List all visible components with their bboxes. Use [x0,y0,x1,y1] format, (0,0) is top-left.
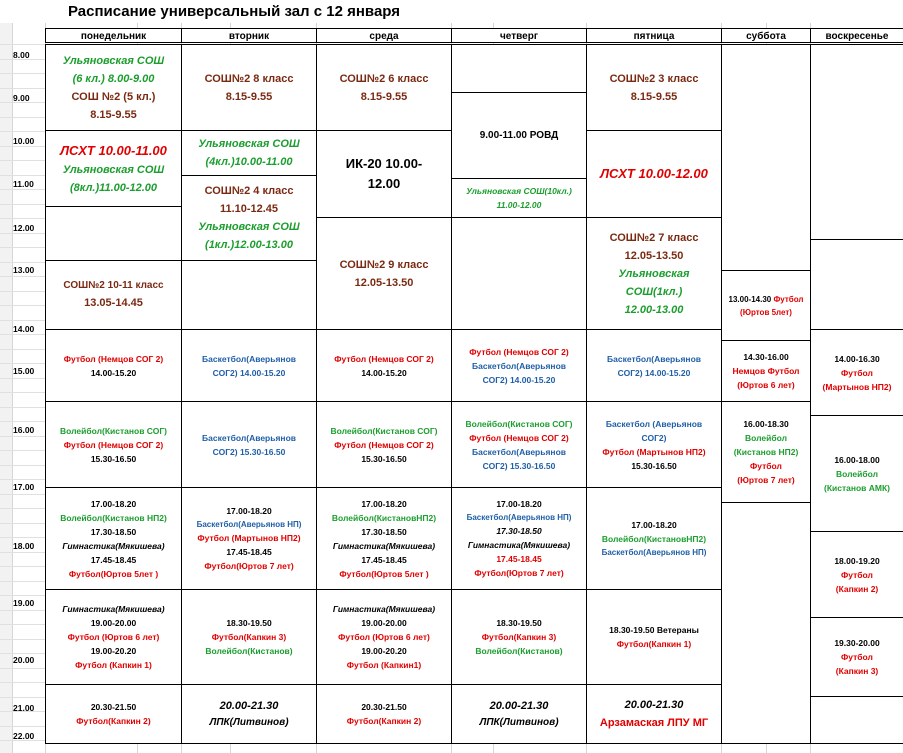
hour-label: 12.00 [13,223,35,233]
day-header-fri: пятница [586,28,722,43]
cell-text-line: 19.30-20.00 [834,638,880,648]
cell-text-line: 14.00-15.20 [90,367,137,378]
schedule-cell-wed[interactable] [316,130,452,218]
schedule-cell-wed[interactable] [316,217,452,330]
cell-text-line: Волейбол(Кистанов) [205,646,293,656]
day-header-sun: воскресенье [810,28,903,43]
cell-text-line: 15.30-16.50 [361,453,407,464]
cell-text-line: Футбол(Капкин 3) [481,632,557,642]
schedule-cell-thu[interactable] [451,684,587,744]
hour-label: 10.00 [13,136,35,146]
cell-text-line: 18.30-19.50 [496,618,542,628]
cell-text-line: Футбол (Юртов 6 лет) [338,632,430,642]
cell-text-line: (Юртов 7 лет) [737,475,795,485]
schedule-cell-sun[interactable] [810,44,903,240]
day-header-tue: вторник [181,28,317,43]
schedule-cell-fri[interactable] [586,487,722,590]
schedule-cell-wed[interactable] [316,329,452,402]
cell-text-line: Ульяновская СОШ(10кл.) [466,186,572,196]
schedule-cell-tue[interactable] [181,260,317,330]
schedule-cell-thu[interactable] [451,329,587,402]
cell-text-line: 11.10-12.45 [219,203,279,215]
cell-text-line: (Капкин 2) [835,583,879,594]
schedule-cell-tue[interactable] [181,401,317,488]
cell-text-line: 19.00-20.00 [90,618,137,628]
cell-text-line: Волейбол(Кистанов НП2) [60,512,167,523]
cell-text-line: 19.00-20.20 [361,646,407,656]
cell-text-line: Баскетбол(Аверьянов [202,432,296,443]
cell-text-line: Футбол(Юртов 7 лет) [204,561,294,571]
schedule-cell-tue[interactable] [181,44,317,131]
cell-text-line: Футбол(Юртов 5лет ) [68,568,159,579]
schedule-cell-mon[interactable] [45,329,182,402]
cell-text-line: ЛСХТ 10.00-11.00 [60,142,167,158]
cell-text-line: Футбол(Капкин 3) [211,632,287,642]
cell-text-line: ЛСХТ 10.00-12.00 [600,166,708,181]
cell-text-line: СОШ№2 7 класс [609,231,699,244]
schedule-cell-mon[interactable] [45,130,182,207]
cell-text-line: 15.30-16.50 [90,453,137,464]
schedule-cell-fri[interactable] [586,401,722,488]
cell-text-line: СОШ №2 (5 кл.) [71,90,156,103]
schedule-cell-mon[interactable] [45,684,182,744]
hour-label: 22.00 [13,731,35,741]
schedule-cell-sat[interactable] [721,340,811,402]
cell-text-line: Гимнастика(Мякишева) [467,540,571,550]
cell-text-line: СОШ№2 10-11 класс [63,280,164,291]
cell-text-line: 17.45-18.45 [90,554,137,565]
cell-text-line: 18.30-19.50 [226,618,272,628]
cell-text-line: Баскетбол(Аверьянов [607,353,701,364]
grid-column-line [12,23,13,753]
cell-text-line: 17.45-18.45 [226,547,272,557]
cell-text-line: Футбол (Капкин1) [346,660,422,670]
schedule-cell-fri[interactable] [586,217,722,330]
hour-label: 18.00 [13,541,35,551]
cell-text-line: Волейбол(Кистанов) [475,646,563,656]
cell-text-line: Немцов Футбол [732,366,800,376]
cell-text-line: Гимнастика(Мякишева) [332,540,436,551]
schedule-cell-wed[interactable] [316,401,452,488]
cell-text-line: (Юртов 6 лет) [737,380,795,390]
cell-text-line: СОГ2) 14.00-15.20 [212,367,286,378]
hour-label: 21.00 [13,703,35,713]
schedule-cell-sat[interactable] [721,502,811,744]
schedule-cell-thu[interactable] [451,401,587,488]
cell-text-line: Волейбол [836,468,878,479]
cell-text-line: 18.30-19.50 Ветераны [609,625,699,635]
cell-text-line: 17.00-18.20 [226,506,272,516]
cell-text-line: Футбол(Юртов 5лет ) [339,568,429,579]
schedule-cell-fri[interactable] [586,589,722,685]
cell-text-line: Ульяновская СОШ [198,221,300,233]
cell-text-line: СОШ№2 4 класс [204,185,294,197]
cell-text-line: Баскетбол(Аверьянов НП) [196,520,302,529]
cell-text-line: (Кистанов АМК) [823,482,890,493]
cell-text-line: (1кл.)12.00-13.00 [205,239,293,251]
cell-text-line [729,293,804,306]
cell-text-line: СОШ№2 8 класс [204,72,294,85]
cell-text-line: Ульяновская [618,267,690,280]
schedule-cell-thu[interactable] [451,178,587,218]
cell-text-line: (8кл.)11.00-12.00 [69,181,158,194]
hour-label: 16.00 [13,425,35,435]
cell-text-line: 8.15-9.55 [630,90,678,103]
cell-text-line: 16.00-18.00 [834,454,880,465]
cell-text-line: СОГ2) 14.00-15.20 [617,367,691,378]
cell-text-line: Футбол (Капкин 1) [75,660,152,670]
hour-label: 8.00 [13,50,30,60]
cell-text-part: 13.00-14.30 [728,294,774,304]
cell-text-line: Ульяновская СОШ [62,54,165,67]
hour-label: 17.00 [13,482,35,492]
cell-text-line: 17.45-18.45 [361,554,407,565]
cell-text-line: 17.00-18.20 [361,498,407,509]
cell-text-line: 17.30-18.50 [496,526,542,536]
cell-text-line: Волейбол(Кистанов СОГ) [465,418,573,429]
cell-text-line: Баскетбол (Аверьянов [605,418,703,429]
cell-text-line: Баскетбол(Аверьянов НП) [601,548,707,557]
cell-text-line: Ульяновская СОШ [198,138,300,150]
schedule-cell-sun[interactable] [810,617,903,697]
cell-text-line: Волейбол(КистановНП2) [331,512,437,523]
schedule-cell-fri[interactable] [586,130,722,218]
cell-text-line: Баскетбол(Аверьянов [472,360,566,371]
schedule-cell-tue[interactable] [181,130,317,176]
cell-text-line: СОГ2) 14.00-15.20 [482,374,556,385]
cell-text-line: 13.05-14.45 [84,297,143,309]
cell-text-line: 14.30-16.00 [743,352,789,362]
cell-text-line: 8.15-9.55 [360,90,408,103]
cell-text-part: Футбол [773,294,804,304]
page-title: Расписание универсальный зал с 12 января [68,3,401,20]
cell-text-line: Футбол(Капкин 1) [616,639,692,649]
cell-text-line: 11.00-12.00 [496,200,542,210]
cell-text-line: 20.00-21.30 [489,700,549,712]
cell-text-line: 12.05-13.50 [354,276,414,289]
cell-text-line: Футбол (Юртов 6 лет) [67,632,160,642]
cell-text-line: 20.00-21.30 [219,700,279,712]
schedule-cell-fri[interactable] [586,329,722,402]
cell-text-line: СОГ2) [641,432,667,443]
cell-text-line: 12.05-13.50 [624,249,684,262]
schedule-cell-wed[interactable] [316,684,452,744]
row-gutter [0,23,12,753]
cell-text-line: (4кл.)10.00-11.00 [205,156,293,168]
cell-text-line: (Капкин 3) [835,666,879,676]
cell-text-line: Футбол [841,652,873,662]
cell-text-line: 17.45-18.45 [496,554,542,564]
cell-text-line: 20.30-21.50 [361,702,407,712]
day-header-mon: понедельник [45,28,182,43]
schedule-cell-tue[interactable] [181,589,317,685]
cell-text-line: Гимнастика(Мякишева) [62,540,165,551]
cell-text-line: Футбол (Немцов СОГ 2) [469,346,569,357]
cell-text-line: Волейбол(КистановНП2) [601,534,707,544]
cell-text-line: 17.00-18.20 [90,498,137,509]
cell-text-line: 9.00-11.00 РОВД [479,129,559,141]
cell-text-line: 14.00-16.30 [834,353,880,364]
cell-text-line: СОШ№2 6 класс [339,72,429,85]
cell-text-line: 17.30-18.50 [90,526,137,537]
schedule-cell-fri[interactable] [586,44,722,131]
cell-text-line: 19.00-20.20 [90,646,137,656]
cell-text-line: 12.00 [367,176,401,191]
cell-text-line: (Юртов 5лет) [740,307,792,317]
hour-label: 19.00 [13,598,35,608]
cell-text-line: Футбол [750,461,782,471]
schedule-cell-thu[interactable] [451,44,587,93]
cell-text-line: (Кистанов НП2) [733,447,799,457]
schedule-cell-thu[interactable] [451,589,587,685]
cell-text-line: 14.00-15.20 [361,367,407,378]
cell-text-line: 20.30-21.50 [90,702,137,712]
cell-text-line: 12.00-13.00 [624,303,684,316]
cell-text-line: Футбол (Мартынов НП2) [197,533,301,543]
schedule-cell-tue[interactable] [181,175,317,261]
schedule-cell-sun[interactable] [810,415,903,532]
cell-text-line: (Мартынов НП2) [822,381,892,392]
cell-text-line: Волейбол(Кистанов СОГ) [60,425,167,436]
schedule-cell-thu[interactable] [451,217,587,330]
schedule-cell-sat[interactable] [721,270,811,341]
cell-text-line: 19.00-20.00 [361,618,407,628]
cell-text-line: Футбол (Немцов СОГ 2) [63,353,164,364]
cell-text-line: ИК-20 10.00- [345,156,423,171]
cell-text-line: Футбол(Капкин 2) [346,716,422,726]
schedule-cell-wed[interactable] [316,487,452,590]
hour-label: 9.00 [13,93,30,103]
schedule-cell-sat[interactable] [721,44,811,271]
schedule-cell-mon[interactable] [45,44,182,131]
cell-text-line: Футбол (Немцов СОГ 2) [334,353,434,364]
cell-text-line: Гимнастика(Мякишева) [62,604,165,614]
schedule-cell-fri[interactable] [586,684,722,744]
cell-text-line: Футбол (Мартынов НП2) [602,446,706,457]
cell-text-line: ЛПК(Литвинов) [479,717,559,728]
schedule-cell-mon[interactable] [45,589,182,685]
schedule-cell-mon[interactable] [45,401,182,488]
cell-text-line: СОШ(1кл.) [625,285,683,298]
day-header-wed: среда [316,28,452,43]
cell-text-line: 17.00-18.20 [496,499,542,509]
cell-text-line: ЛПК(Литвинов) [209,717,289,728]
cell-text-line: 17.00-18.20 [631,520,677,530]
schedule-cell-mon[interactable] [45,260,182,330]
cell-text-line: СОШ№2 9 класс [339,258,429,271]
schedule-cell-sun[interactable] [810,531,903,618]
day-header-thu: четверг [451,28,587,43]
cell-text-line: 18.00-19.20 [834,555,880,566]
cell-text-line: 16.00-18.30 [743,419,789,429]
schedule-cell-sat[interactable] [721,401,811,503]
cell-text-line: 8.15-9.55 [90,108,137,121]
cell-text-line: Баскетбол(Аверьянов [472,446,566,457]
schedule-cell-sun[interactable] [810,239,903,330]
cell-text-line: Футбол (Немцов СОГ 2) [334,439,434,450]
hour-label: 14.00 [13,324,35,334]
cell-text-line: СОШ№2 3 класс [609,72,699,85]
cell-text-line: 8.15-9.55 [225,90,273,103]
schedule-cell-thu[interactable] [451,92,587,179]
cell-text-line: СОГ2) 15.30-16.50 [482,460,556,471]
cell-text-line: Футбол(Юртов 7 лет) [474,568,564,578]
cell-text-line: Футбол(Капкин 2) [76,716,151,726]
schedule-cell-tue[interactable] [181,487,317,590]
schedule-cell-tue[interactable] [181,329,317,402]
cell-text-line: (6 кл.) 8.00-9.00 [72,72,155,85]
hour-label: 11.00 [13,179,34,189]
cell-text-line: Волейбол(Кистанов СОГ) [330,425,438,436]
cell-text-line: 20.00-21.30 [624,699,684,711]
hour-label: 13.00 [13,265,35,275]
schedule-cell-wed[interactable] [316,44,452,131]
cell-text-line: Гимнастика(Мякишева) [332,604,436,614]
schedule-cell-tue[interactable] [181,684,317,744]
cell-text-line: Ульяновская СОШ [62,163,165,176]
schedule-cell-mon[interactable] [45,487,182,590]
hour-label: 20.00 [13,655,35,665]
cell-text-line: Баскетбол(Аверьянов НП) [466,513,572,522]
cell-text-line: Футбол [841,569,873,580]
cell-text-line: Волейбол [745,433,787,443]
hour-label: 15.00 [13,366,35,376]
cell-text-line: Футбол [841,367,873,378]
cell-text-line: Баскетбол(Аверьянов [202,353,296,364]
schedule-cell-sun[interactable] [810,329,903,416]
cell-text-line: Футбол (Немцов СОГ 2) [63,439,164,450]
schedule-cell-sun[interactable] [810,696,903,744]
schedule-cell-thu[interactable] [451,487,587,590]
schedule-cell-mon[interactable] [45,206,182,261]
cell-text-line: Арзамаская ЛПУ МГ [599,717,709,729]
cell-text-line: 17.30-18.50 [361,526,407,537]
cell-text-line: СОГ2) 15.30-16.50 [212,446,286,457]
day-header-sat: суббота [721,28,811,43]
cell-text-line: Футбол (Немцов СОГ 2) [469,432,569,443]
cell-text-line: 15.30-16.50 [631,460,677,471]
schedule-cell-wed[interactable] [316,589,452,685]
